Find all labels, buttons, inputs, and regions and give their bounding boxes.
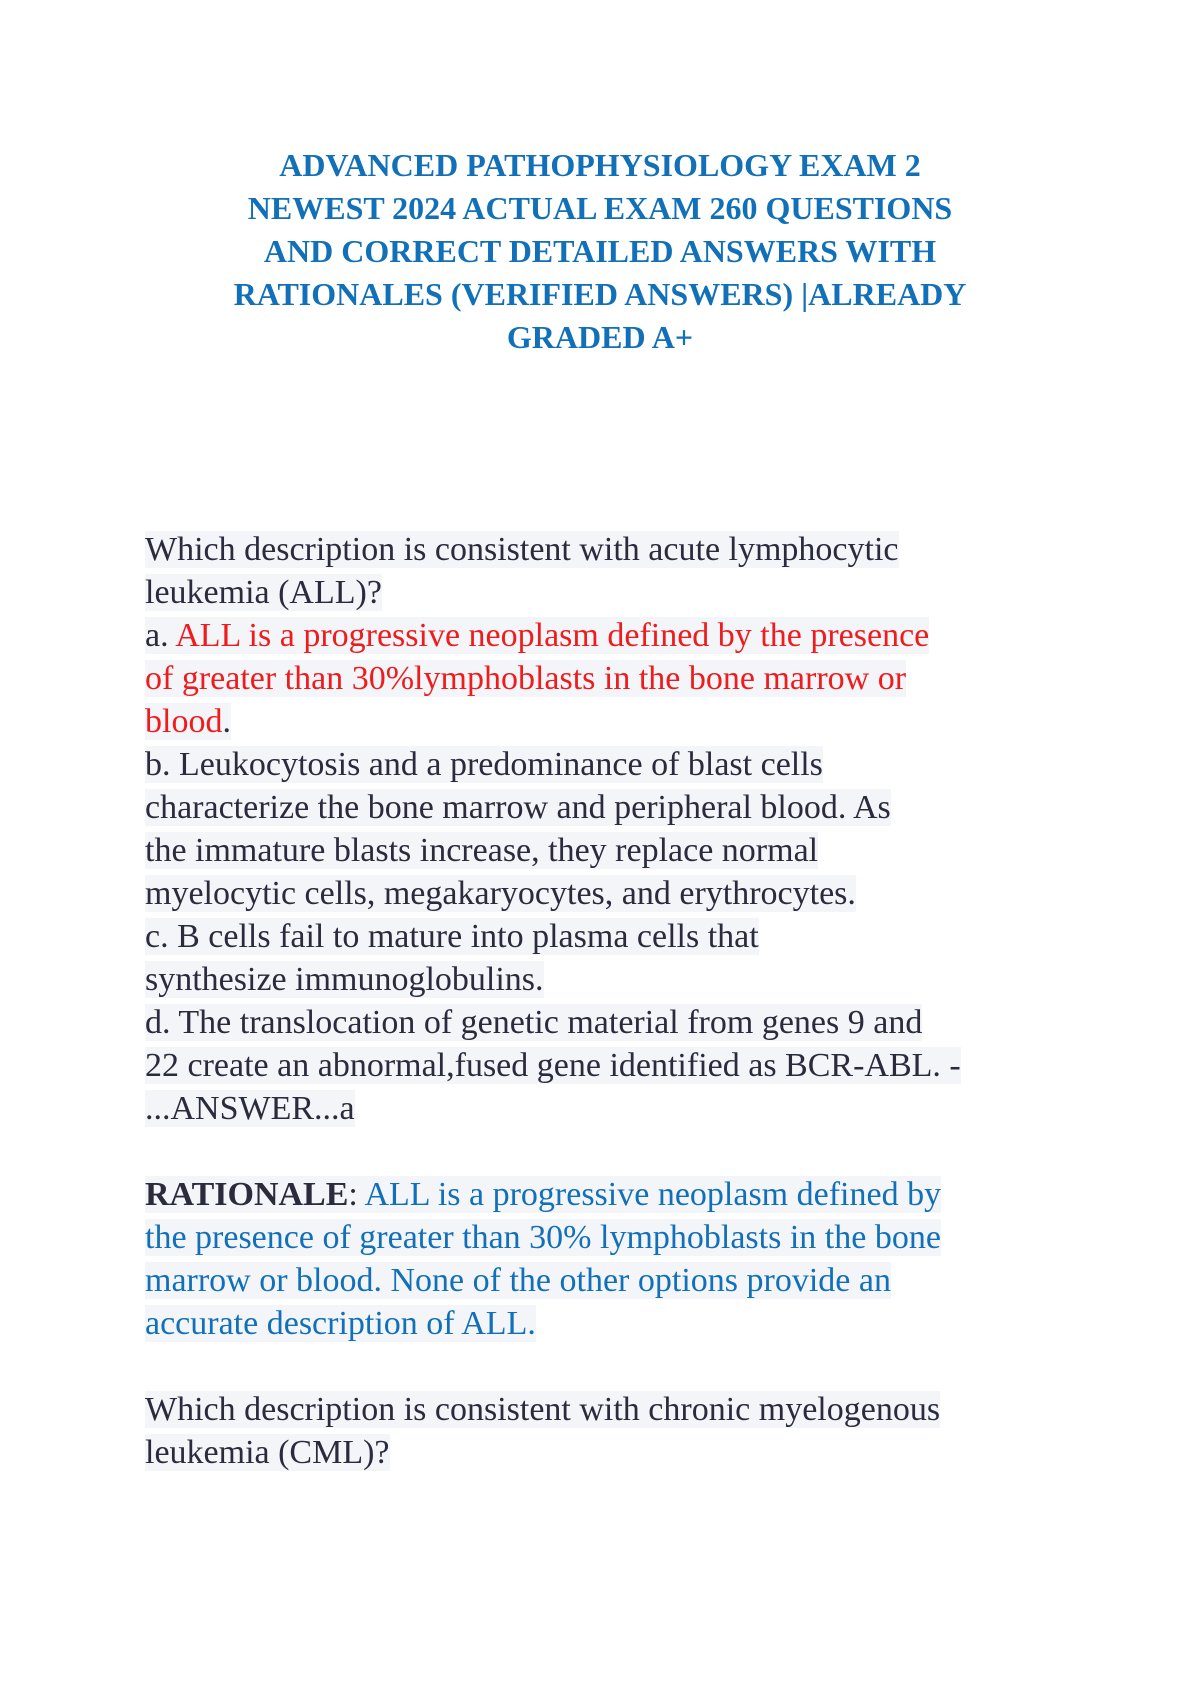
rationale-text: the presence of greater than 30% lymphoblasts in the bone	[145, 1219, 941, 1256]
option-b: characterize the bone marrow and peripheral blood. As	[145, 789, 891, 826]
option-c: synthesize immunoglobulins.	[145, 961, 544, 998]
option-d: 22 create an abnormal,fused gene identified as BCR-ABL. -	[145, 1047, 961, 1084]
spacer	[145, 1345, 1045, 1388]
question-content	[145, 528, 1045, 1474]
question-2	[145, 1388, 1045, 1474]
correct-option-text: ALL is a progressive neoplasm defined by the presence	[175, 617, 930, 654]
title-line: GRADED A+	[506, 319, 694, 355]
document-title	[160, 144, 1040, 359]
rationale-text: ALL is a progressive neoplasm defined by	[364, 1176, 942, 1213]
spacer	[145, 1130, 1045, 1173]
option-c: c. B cells fail to mature into plasma cells that	[145, 918, 759, 955]
rationale-colon: :	[348, 1176, 365, 1213]
rationale-label: RATIONALE	[145, 1176, 349, 1213]
option-b: myelocytic cells, megakaryocytes, and erythrocytes.	[145, 875, 856, 912]
option-b: b. Leukocytosis and a predominance of blast cells	[145, 746, 823, 783]
correct-option-text: blood	[145, 703, 223, 740]
option-b: the immature blasts increase, they replace normal	[145, 832, 819, 869]
question-text: Which description is consistent with acute lymphocytic	[145, 531, 899, 568]
correct-option-text: of greater than 30%lymphoblasts in the bone marrow or	[145, 660, 907, 697]
rationale-text: marrow or blood. None of the other options provide an	[145, 1262, 891, 1299]
question-1	[145, 528, 1045, 1345]
title-line: AND CORRECT DETAILED ANSWERS WITH	[263, 233, 937, 269]
option-suffix: .	[222, 703, 231, 740]
title-line: ADVANCED PATHOPHYSIOLOGY EXAM 2	[279, 147, 921, 183]
title-line: NEWEST 2024 ACTUAL EXAM 260 QUESTIONS	[247, 190, 953, 226]
title-line: RATIONALES (VERIFIED ANSWERS) |ALREADY	[233, 276, 967, 312]
option-d: d. The translocation of genetic material from genes 9 and	[145, 1004, 923, 1041]
option-a	[145, 614, 1045, 657]
question-text: leukemia (CML)?	[145, 1434, 390, 1471]
rationale-text: accurate description of ALL.	[145, 1305, 536, 1342]
question-text: leukemia (ALL)?	[145, 574, 382, 611]
question-text: Which description is consistent with chronic myelogenous	[145, 1391, 941, 1428]
answer-line: ...ANSWER...a	[145, 1090, 355, 1127]
rationale	[145, 1173, 1045, 1216]
option-prefix: a.	[145, 617, 176, 654]
